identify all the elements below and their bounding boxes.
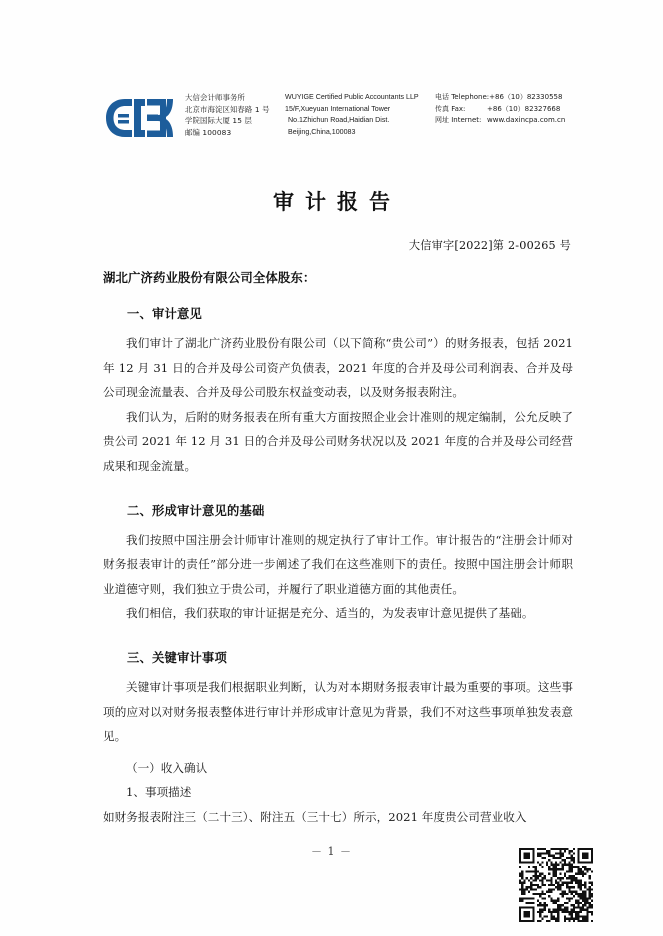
addressee: 湖北广济药业股份有限公司全体股东： <box>103 270 316 285</box>
section-1-paragraph-2: 我们认为，后附的财务报表在所有重大方面按照企业会计准则的规定编制，公允反映了贵公司 2021 年 12 月 31 日的合并及母公司财务状况以及 2021 年度的合并及母公司经营成果和现金流量。 <box>103 409 573 473</box>
subsection-heading-revenue-recognition: （一）收入确认 <box>126 760 208 775</box>
section-2-paragraph-1: 我们按照中国注册会计师审计准则的规定执行了审计工作。审计报告的“注册会计师对财务报表审计的责任”部分进一步阐述了我们在这些准则下的责任。按照中国注册会计师职业道德守则，我们独立于贵公司，并履行了职业道德方面的其他责任。 <box>103 532 573 596</box>
contact-telephone <box>435 92 573 104</box>
firm-street-cn: 北京市海淀区知春路 1 号 <box>185 104 270 114</box>
document-number: 大信审字[2022]第 2-00265 号 <box>408 239 571 252</box>
firm-name-en: WUYIGE Certified Public Accountants LLP <box>285 93 419 101</box>
section-heading-2: 二、形成审计意见的基础 <box>127 503 265 518</box>
internet-value[interactable]: www.daxincpa.com.cn <box>487 116 566 125</box>
subsection-paragraph: 如财务报表附注三（二十三）、附注五（三十七）所示，2021 年度贵公司营业收入 <box>103 809 527 824</box>
contact-fax <box>435 104 573 116</box>
wuyige-logo <box>103 95 175 141</box>
subsection-heading-matter-description: 1、事项描述 <box>126 785 192 800</box>
contact-internet <box>435 115 573 127</box>
document-body <box>103 268 573 830</box>
section-heading-1: 一、审计意见 <box>127 307 202 321</box>
telephone-value: +86（10）82330558 <box>489 93 563 101</box>
firm-building-cn: 学院国际大厦 15 层 <box>185 116 252 126</box>
fax-value: +86（10）82327668 <box>487 104 561 113</box>
section-3-paragraph-1: 关键审计事项是我们根据职业判断，认为对本期财务报表审计最为重要的事项。这些事项的应对以对财务报表整体进行审计并形成审计意见为背景，我们不对这些事项单独发表意见。 <box>103 679 573 744</box>
letterhead <box>103 92 573 150</box>
page-number-footer: － 1 － <box>311 845 352 858</box>
document-verification-qr-code[interactable] <box>519 848 593 922</box>
firm-name-cn: 大信会计师事务所 <box>185 93 245 102</box>
firm-postcode-cn: 邮编 100083 <box>185 127 232 137</box>
firm-tower-en: 15/F,Xueyuan International Tower <box>285 104 391 113</box>
firm-address-en <box>285 92 423 138</box>
page-title: 审计报告 <box>273 190 401 214</box>
firm-street-en: No.1Zhichun Road,Haidian Dist. <box>288 116 390 125</box>
fax-label: 传真 Fax: <box>435 104 466 113</box>
section-2-paragraph-2: 我们相信，我们获取的审计证据是充分、适当的，为发表审计意见提供了基础。 <box>126 606 534 621</box>
firm-address-cn <box>185 92 281 138</box>
firm-city-en: Beijing,China,100083 <box>288 127 356 136</box>
telephone-label: 电话 Telephone: <box>435 93 490 101</box>
contact-block <box>435 92 573 127</box>
section-heading-3: 三、关键审计事项 <box>127 650 227 665</box>
spacer <box>103 749 573 756</box>
section-1-paragraph-1: 我们审计了湖北广济药业股份有限公司（以下简称“贵公司”）的财务报表，包括 2021 年 12 月 31 日的合并及母公司资产负债表，2021 年度的合并及母公司利润表、合并及母公司现金流量表、合并及母公司股东权益变动表，以及财务报表附注。 <box>103 336 573 400</box>
internet-label: 网址 Internet: <box>435 116 482 125</box>
